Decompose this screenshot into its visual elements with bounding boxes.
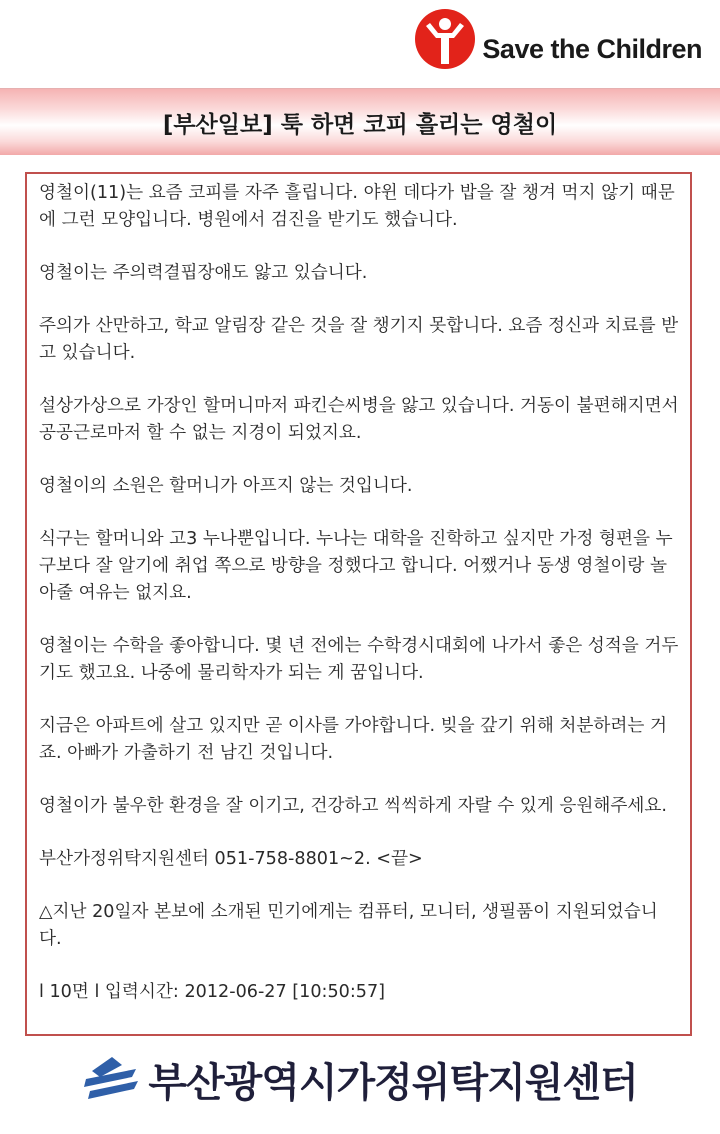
- footer-org-name: 부산광역시가정위탁지원센터: [148, 1059, 638, 1106]
- paragraph: 영철이의 소원은 할머니가 아프지 않는 것입니다.: [39, 476, 413, 496]
- title-band: [0, 88, 720, 155]
- footer-logo[interactable]: [0, 1044, 720, 1114]
- article-body: [25, 172, 692, 1036]
- save-the-children-logo[interactable]: [414, 4, 702, 74]
- paragraph: 설상가상으로 가장인 할머니마저 파킨슨씨병을 앓고 있습니다. 거동이 불편해지면서 공공근로마저 할 수 없는 지경이 되었지요.: [39, 396, 679, 443]
- busan-center-emblem-icon: [82, 1055, 140, 1103]
- paragraph: 영철이가 불우한 환경을 잘 이기고, 건강하고 씩씩하게 자랄 수 있게 응원해주세요.: [39, 796, 667, 816]
- save-the-children-emblem-icon: [414, 8, 476, 70]
- contact-line: 부산가정위탁지원센터 051-758-8801~2. <끝>: [39, 849, 423, 869]
- paragraph: 식구는 할머니와 고3 누나뿐입니다. 누나는 대학을 진학하고 싶지만 가정 형편을 누구보다 잘 알기에 취업 쪽으로 방향을 정했다고 합니다. 어쨌거나 동생 영철이랑 놀아줄 여유는 없지요.: [39, 529, 673, 603]
- paragraph: 영철이는 주의력결핍장애도 앓고 있습니다.: [39, 263, 368, 283]
- article-title: [부산일보] 툭 하면 코피 흘리는 영철이: [162, 111, 558, 138]
- org-name: Save the Children: [482, 33, 702, 64]
- notice-paragraph: △지난 20일자 본보에 소개된 민기에게는 컴퓨터, 모니터, 생필품이 지원되었습니다.: [39, 902, 658, 949]
- paragraph: 영철이는 수학을 좋아합니다. 몇 년 전에는 수학경시대회에 나가서 좋은 성적을 거두기도 했고요. 나중에 물리학자가 되는 게 꿈입니다.: [39, 636, 679, 683]
- paragraph: 주의가 산만하고, 학교 알림장 같은 것을 잘 챙기지 못합니다. 요즘 정신과 치료를 받고 있습니다.: [39, 316, 679, 363]
- paragraph: 지금은 아파트에 살고 있지만 곧 이사를 가야합니다. 빚을 갚기 위해 처분하려는 거죠. 아빠가 가출하기 전 남긴 것입니다.: [39, 716, 667, 763]
- publish-meta: l 10면 l 입력시간: 2012-06-27 [10:50:57]: [39, 982, 386, 1002]
- paragraph: 영철이(11)는 요즘 코피를 자주 흘립니다. 야윈 데다가 밥을 잘 챙겨 먹지 않기 때문에 그런 모양입니다. 병원에서 검진을 받기도 했습니다.: [39, 183, 675, 230]
